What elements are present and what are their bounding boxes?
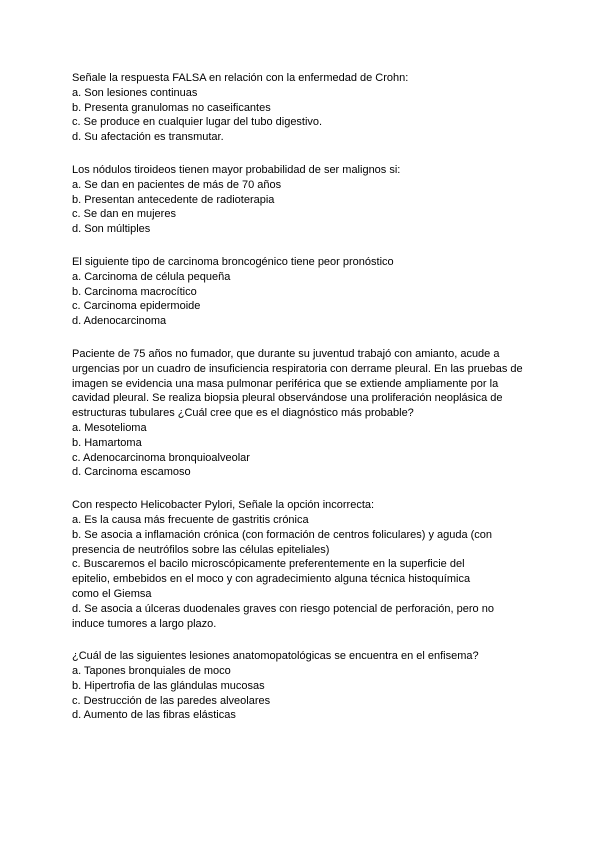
question-6: [72, 649, 532, 723]
question-2: [72, 163, 532, 237]
option-line: d. Su afectación es transmutar.: [72, 131, 224, 144]
option-line: b. Hamartoma: [72, 436, 142, 449]
option-a: [72, 86, 532, 101]
option-line: b. Carcinoma macrocítico: [72, 285, 197, 298]
option-d: [72, 708, 532, 723]
option-b: [72, 528, 532, 558]
option-b: [72, 436, 532, 451]
option-line: c. Carcinoma epidermoide: [72, 300, 201, 313]
option-d: [72, 130, 532, 145]
question-3: [72, 255, 532, 329]
option-line: c. Se dan en mujeres: [72, 208, 176, 221]
option-a: [72, 664, 532, 679]
question-4: [72, 347, 532, 480]
option-line: c. Destrucción de las paredes alveolares: [72, 694, 271, 707]
option-d: [72, 602, 532, 632]
option-line: b. Presentan antecedente de radioterapia: [72, 193, 275, 206]
option-d: [72, 222, 532, 237]
option-b: [72, 101, 532, 116]
option-line: d. Son múltiples: [72, 223, 151, 236]
option-line: a. Se dan en pacientes de más de 70 años: [72, 178, 282, 191]
option-d: [72, 314, 532, 329]
option-c: [72, 207, 532, 222]
option-line: a. Son lesiones continuas: [72, 86, 198, 99]
option-b: [72, 679, 532, 694]
stem-line: Paciente de 75 años no fumador, que durante su juventud trabajó con amianto, acude a: [72, 347, 500, 360]
option-a: [72, 270, 532, 285]
stem-line: Los nódulos tiroideos tienen mayor probabilidad de ser malignos si:: [72, 163, 401, 176]
stem-line: Con respecto Helicobacter Pylori, Señale la opción incorrecta:: [72, 499, 375, 512]
option-line: a. Tapones bronquiales de moco: [72, 665, 231, 678]
option-c: [72, 694, 532, 709]
question-stem: [72, 649, 532, 664]
option-line: c. Buscaremos el bacilo microscópicamente preferentemente en la superficie del: [72, 558, 465, 571]
option-c: [72, 451, 532, 466]
question-stem: [72, 71, 532, 86]
option-line: d. Adenocarcinoma: [72, 315, 167, 328]
option-line: como el Giemsa: [72, 587, 152, 600]
option-line: b. Hipertrofia de las glándulas mucosas: [72, 679, 265, 692]
question-5: [72, 498, 532, 631]
question-stem: [72, 347, 532, 421]
option-line: d. Carcinoma escamoso: [72, 466, 191, 479]
option-line: a. Carcinoma de célula pequeña: [72, 270, 231, 283]
option-line: induce tumores a largo plazo.: [72, 617, 217, 630]
question-1: [72, 71, 532, 145]
option-line: b. Presenta granulomas no caseificantes: [72, 101, 271, 114]
option-d: [72, 465, 532, 480]
option-line: d. Aumento de las fibras elásticas: [72, 709, 236, 722]
option-line: c. Adenocarcinoma bronquioalveolar: [72, 451, 250, 464]
stem-line: estructuras tubulares ¿Cuál cree que es el diagnóstico más probable?: [72, 407, 414, 420]
option-line: a. Es la causa más frecuente de gastritis crónica: [72, 513, 309, 526]
stem-line: imagen se evidencia una masa pulmonar periférica que se extiende ampliamente por la: [72, 377, 499, 390]
option-c: [72, 299, 532, 314]
stem-line: Señale la respuesta FALSA en relación con la enfermedad de Crohn:: [72, 72, 409, 84]
option-b: [72, 193, 532, 208]
option-line: epitelio, embebidos en el moco y con agradecimiento alguna técnica histoquímica: [72, 573, 471, 586]
document-page: [72, 71, 532, 741]
option-a: [72, 513, 532, 528]
option-line: a. Mesotelioma: [72, 421, 147, 434]
option-a: [72, 421, 532, 436]
stem-line: cavidad pleural. Se realiza biopsia pleural observándose una proliferación neoplásica de: [72, 392, 503, 405]
option-c: [72, 557, 532, 601]
option-line: d. Se asocia a úlceras duodenales graves con riesgo potencial de perforación, pero no: [72, 602, 494, 615]
question-stem: [72, 255, 532, 270]
stem-line: urgencias por un cuadro de insuficiencia respiratoria con derrame pleural. En las pruebas de: [72, 362, 523, 375]
question-stem: [72, 498, 532, 513]
stem-line: El siguiente tipo de carcinoma broncogénico tiene peor pronóstico: [72, 255, 394, 268]
option-a: [72, 178, 532, 193]
option-c: [72, 115, 532, 130]
question-stem: [72, 163, 532, 178]
option-b: [72, 285, 532, 300]
option-line: c. Se produce en cualquier lugar del tubo digestivo.: [72, 116, 323, 129]
option-line: b. Se asocia a inflamación crónica (con formación de centros foliculares) y aguda (con: [72, 528, 493, 541]
option-line: presencia de neutrófilos sobre las células epiteliales): [72, 543, 330, 556]
stem-line: ¿Cuál de las siguientes lesiones anatomopatológicas se encuentra en el enfisema?: [72, 650, 479, 663]
